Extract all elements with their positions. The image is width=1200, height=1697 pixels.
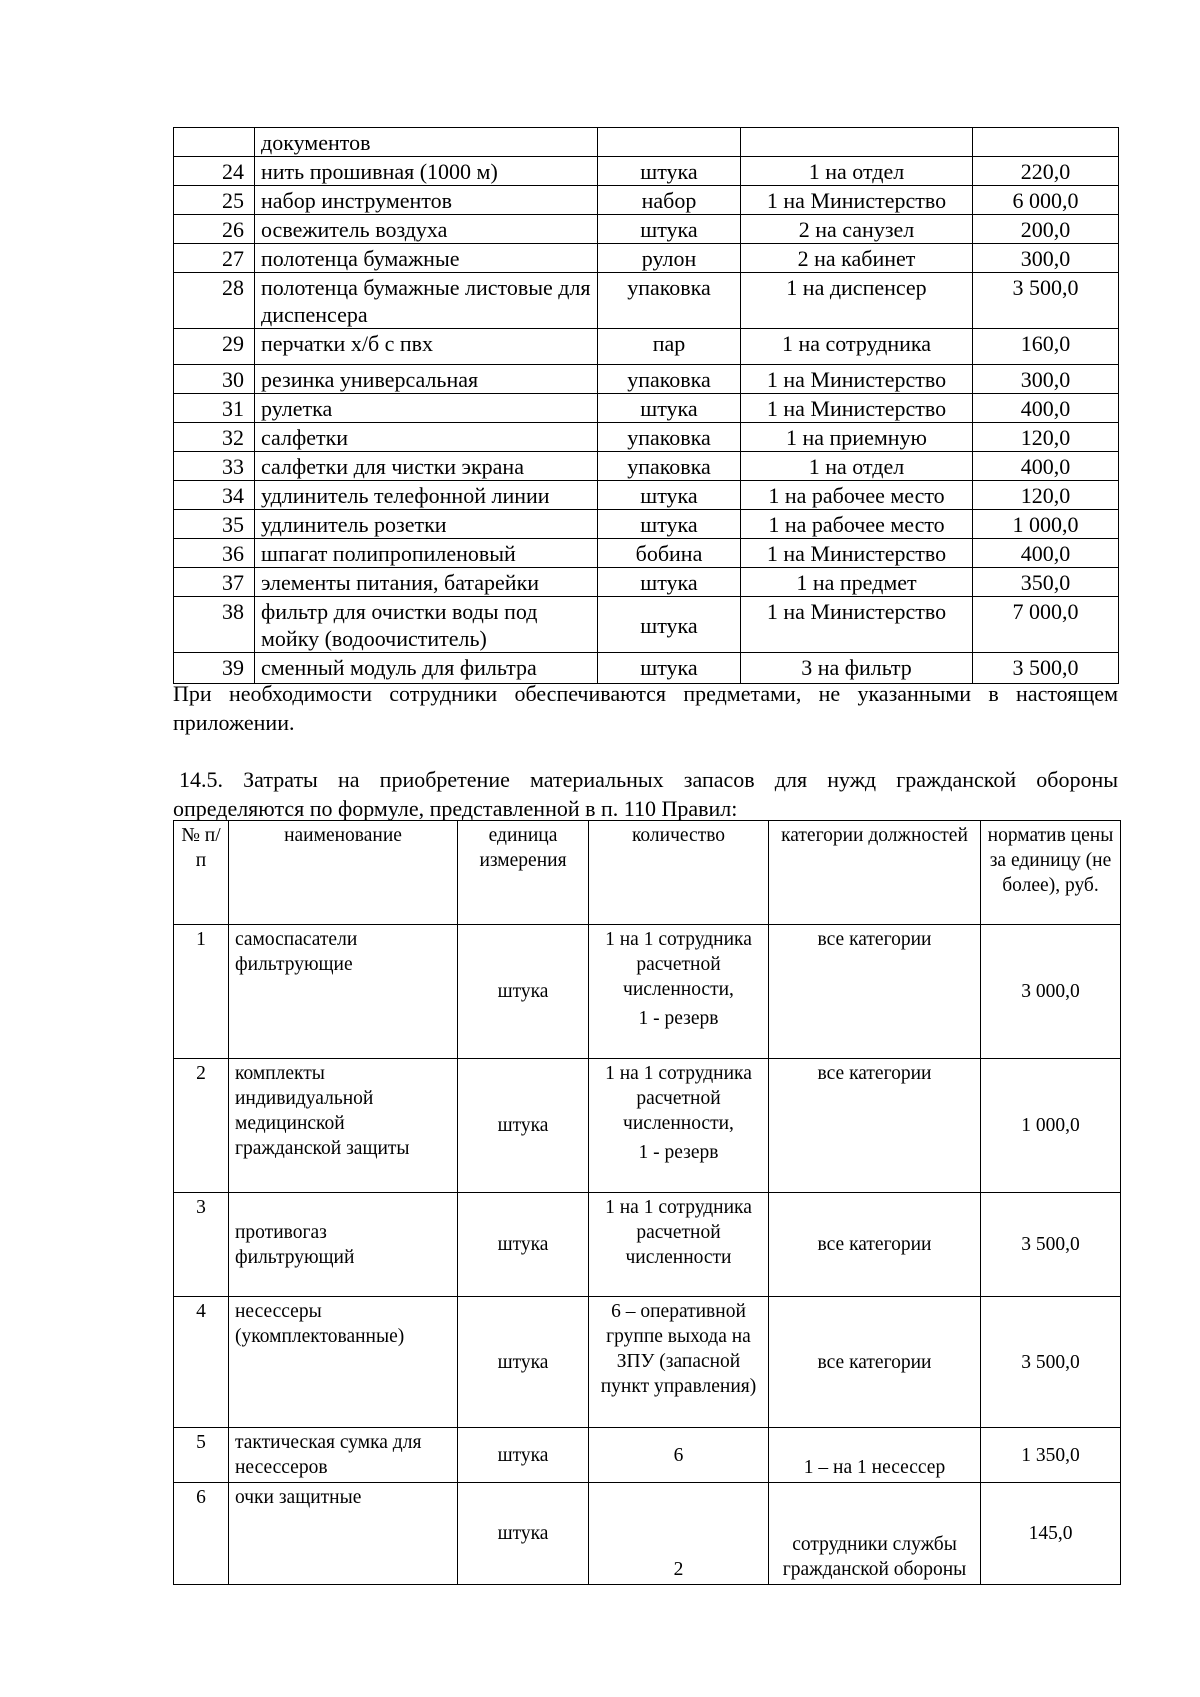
table-row	[174, 1428, 1121, 1483]
header-name: наименование	[229, 821, 458, 925]
item-unit: пар	[598, 329, 741, 365]
item-name: несессеры (укомплектованные)	[229, 1297, 458, 1428]
item-quantity: 3 на фильтр	[741, 653, 973, 684]
row-number: 26	[174, 215, 255, 244]
item-name: набор инструментов	[255, 186, 598, 215]
item-quantity: 1 на Министерство	[741, 539, 973, 568]
item-unit: упаковка	[598, 452, 741, 481]
table-row	[174, 925, 1121, 1059]
item-quantity: 1 на рабочее место	[741, 481, 973, 510]
item-price: 3 500,0	[973, 273, 1119, 329]
header-unit: единица измерения	[458, 821, 589, 925]
item-unit: набор	[598, 186, 741, 215]
table-row	[174, 157, 1119, 186]
item-quantity: 1 на Министерство	[741, 186, 973, 215]
item-unit: штука	[458, 1483, 589, 1585]
item-name: тактическая сумка для несессеров	[229, 1428, 458, 1483]
row-number: 38	[174, 597, 255, 653]
item-unit: штука	[598, 653, 741, 684]
item-name: полотенца бумажные листовые для диспенсера	[255, 273, 598, 329]
item-unit: штука	[598, 510, 741, 539]
row-number: 36	[174, 539, 255, 568]
row-number: 2	[174, 1059, 229, 1193]
row-number: 37	[174, 568, 255, 597]
table-row	[174, 510, 1119, 539]
item-quantity: 1 на рабочее место	[741, 510, 973, 539]
item-price: 400,0	[973, 539, 1119, 568]
header-price: норматив цены за единицу (не более), руб.	[981, 821, 1121, 925]
item-unit: штука	[458, 1059, 589, 1193]
item-category: 1 – на 1 несессер	[769, 1428, 981, 1483]
row-number: 4	[174, 1297, 229, 1428]
row-number: 24	[174, 157, 255, 186]
table-row	[174, 597, 1119, 653]
header-num: № п/п	[174, 821, 229, 925]
table-row	[174, 423, 1119, 452]
item-name: перчатки х/б с пвх	[255, 329, 598, 365]
item-price: 145,0	[981, 1483, 1121, 1585]
item-quantity: 1 на отдел	[741, 452, 973, 481]
item-quantity: 1 на Министерство	[741, 597, 973, 653]
item-quantity	[589, 1297, 769, 1428]
item-category: все категории	[769, 1059, 981, 1193]
civil-defense-table	[173, 820, 1121, 1585]
item-quantity	[589, 1428, 769, 1483]
row-number: 29	[174, 329, 255, 365]
quantity-text: 1 на 1 сотрудника расчетной численности,	[605, 929, 752, 1000]
item-quantity: 1 на Министерство	[741, 365, 973, 394]
note-paragraph: При необходимости сотрудники обеспечиваются предметами, не указанными в настоящем приложении.	[173, 681, 1118, 735]
item-name: резинка универсальная	[255, 365, 598, 394]
item-name: сменный модуль для фильтра	[255, 653, 598, 684]
item-name: документов	[255, 128, 598, 157]
quantity-text: 1 на 1 сотрудника расчетной численности	[605, 1197, 752, 1268]
row-number: 34	[174, 481, 255, 510]
item-quantity: 1 на диспенсер	[741, 273, 973, 329]
item-name: фильтр для очистки воды под мойку (водоочиститель)	[255, 597, 598, 653]
row-number: 25	[174, 186, 255, 215]
item-price: 200,0	[973, 215, 1119, 244]
item-name: элементы питания, батарейки	[255, 568, 598, 597]
row-number: 33	[174, 452, 255, 481]
row-number: 31	[174, 394, 255, 423]
quantity-reserve: 1 - резерв	[638, 1142, 719, 1163]
item-category: все категории	[769, 1297, 981, 1428]
item-quantity: 1 на предмет	[741, 568, 973, 597]
item-price: 300,0	[973, 244, 1119, 273]
item-name: полотенца бумажные	[255, 244, 598, 273]
table-row	[174, 215, 1119, 244]
quantity-text: 2	[673, 1559, 684, 1580]
table-row	[174, 539, 1119, 568]
item-name: очки защитные	[229, 1483, 458, 1585]
row-number: 32	[174, 423, 255, 452]
table-row	[174, 1059, 1121, 1193]
item-price: 400,0	[973, 394, 1119, 423]
item-quantity	[589, 1193, 769, 1297]
item-name: противогаз фильтрующий	[229, 1193, 458, 1297]
quantity-text: 6 – оперативной группе выхода на ЗПУ (запасной пункт управления)	[600, 1301, 757, 1397]
item-name: салфетки	[255, 423, 598, 452]
item-unit: штука	[458, 1297, 589, 1428]
table-row	[174, 329, 1119, 365]
item-unit: упаковка	[598, 423, 741, 452]
item-name: самоспасатели фильтрующие	[229, 925, 458, 1059]
item-unit: штука	[598, 481, 741, 510]
item-price: 120,0	[973, 481, 1119, 510]
header-qty: количество	[589, 821, 769, 925]
table-row	[174, 186, 1119, 215]
item-quantity	[589, 925, 769, 1059]
item-unit: штука	[458, 925, 589, 1059]
item-quantity: 1 на сотрудника	[741, 329, 973, 365]
header-category: категории должностей	[769, 821, 981, 925]
item-price: 1 000,0	[981, 1059, 1121, 1193]
item-unit: штука	[458, 1193, 589, 1297]
table-row	[174, 481, 1119, 510]
item-unit: упаковка	[598, 273, 741, 329]
item-unit: упаковка	[598, 365, 741, 394]
item-price: 3 500,0	[973, 653, 1119, 684]
item-unit: штука	[598, 568, 741, 597]
item-category: все категории	[769, 1193, 981, 1297]
table-row	[174, 394, 1119, 423]
row-number: 28	[174, 273, 255, 329]
item-name: салфетки для чистки экрана	[255, 452, 598, 481]
table-row	[174, 452, 1119, 481]
item-price: 1 350,0	[981, 1428, 1121, 1483]
item-price: 400,0	[973, 452, 1119, 481]
item-unit: штука	[458, 1428, 589, 1483]
item-name: удлинитель телефонной линии	[255, 481, 598, 510]
item-price: 350,0	[973, 568, 1119, 597]
table-row	[174, 1297, 1121, 1428]
item-price: 300,0	[973, 365, 1119, 394]
table-row	[174, 1193, 1121, 1297]
item-price: 120,0	[973, 423, 1119, 452]
quantity-text: 1 на 1 сотрудника расчетной численности,	[605, 1063, 752, 1134]
table-row	[174, 273, 1119, 329]
table-row	[174, 244, 1119, 273]
table-row	[174, 568, 1119, 597]
item-quantity: 2 на санузел	[741, 215, 973, 244]
item-unit: штука	[598, 157, 741, 186]
item-unit: рулон	[598, 244, 741, 273]
item-name: рулетка	[255, 394, 598, 423]
item-quantity	[741, 128, 973, 157]
row-number: 6	[174, 1483, 229, 1585]
item-quantity	[589, 1059, 769, 1193]
row-number: 30	[174, 365, 255, 394]
item-price	[973, 128, 1119, 157]
item-name: нить прошивная (1000 м)	[255, 157, 598, 186]
item-price: 7 000,0	[973, 597, 1119, 653]
item-quantity: 1 на приемную	[741, 423, 973, 452]
row-number: 5	[174, 1428, 229, 1483]
supplies-table	[173, 127, 1119, 684]
quantity-text: 6	[673, 1444, 684, 1466]
item-price: 3 000,0	[981, 925, 1121, 1059]
table-row	[174, 1483, 1121, 1585]
row-number: 27	[174, 244, 255, 273]
item-name: шпагат полипропиленовый	[255, 539, 598, 568]
row-number	[174, 128, 255, 157]
item-quantity	[589, 1483, 769, 1585]
item-price: 220,0	[973, 157, 1119, 186]
item-price: 160,0	[973, 329, 1119, 365]
item-price: 3 500,0	[981, 1297, 1121, 1428]
item-unit: штука	[598, 215, 741, 244]
item-unit: бобина	[598, 539, 741, 568]
row-number: 1	[174, 925, 229, 1059]
quantity-reserve: 1 - резерв	[638, 1008, 719, 1029]
section-intro-paragraph: 14.5. Затраты на приобретение материальных запасов для нужд гражданской обороны определяются по формуле, представленной в п. 110 Правил:	[173, 767, 1118, 821]
item-price: 6 000,0	[973, 186, 1119, 215]
item-category: сотрудники службы гражданской обороны	[769, 1483, 981, 1585]
item-name: удлинитель розетки	[255, 510, 598, 539]
row-number: 35	[174, 510, 255, 539]
item-unit	[598, 128, 741, 157]
item-name: комплекты индивидуальной медицинской гражданской защиты	[229, 1059, 458, 1193]
item-name: освежитель воздуха	[255, 215, 598, 244]
row-number: 39	[174, 653, 255, 684]
item-quantity: 1 на Министерство	[741, 394, 973, 423]
table-row	[174, 365, 1119, 394]
item-quantity: 2 на кабинет	[741, 244, 973, 273]
item-price: 3 500,0	[981, 1193, 1121, 1297]
item-unit: штука	[598, 597, 741, 653]
table-header-row	[174, 821, 1121, 925]
item-price: 1 000,0	[973, 510, 1119, 539]
item-quantity: 1 на отдел	[741, 157, 973, 186]
table-row	[174, 128, 1119, 157]
item-unit: штука	[598, 394, 741, 423]
item-category: все категории	[769, 925, 981, 1059]
row-number: 3	[174, 1193, 229, 1297]
